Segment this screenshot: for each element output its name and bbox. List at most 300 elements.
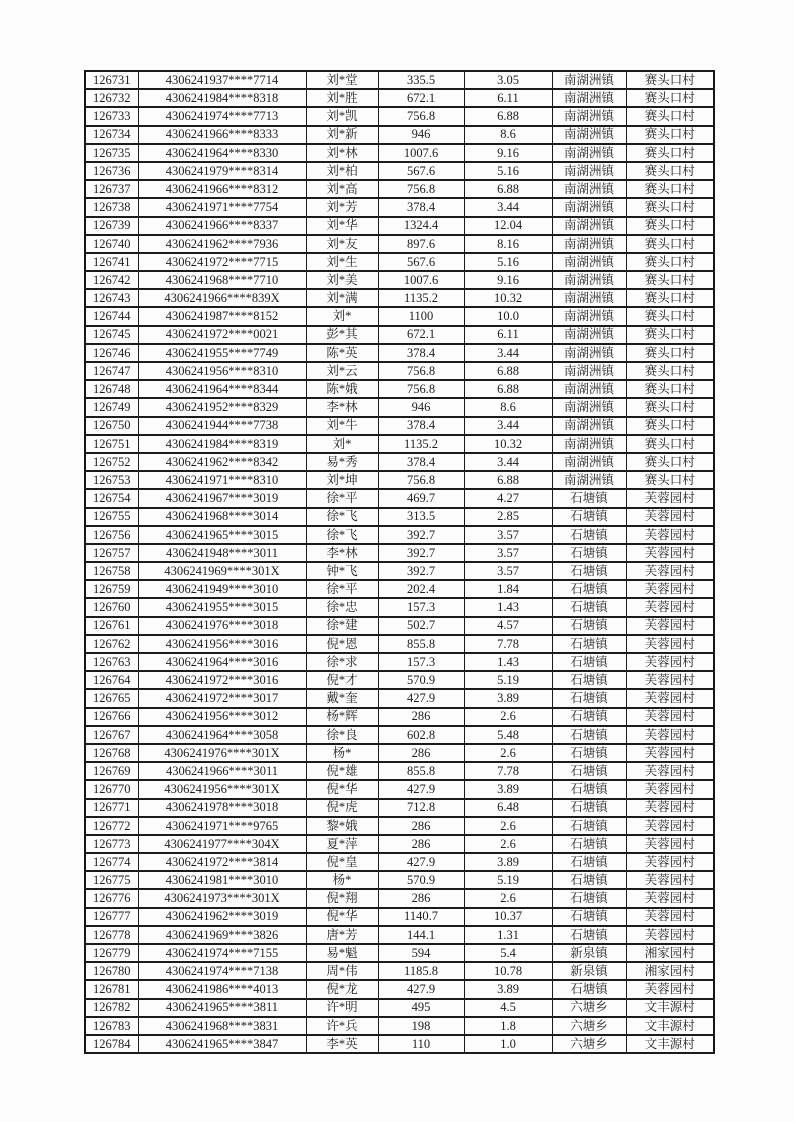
cell-amount: 946	[378, 126, 464, 144]
cell-amount: 427.9	[378, 853, 464, 871]
table-row	[85, 944, 714, 962]
cell-masked-name: 许*兵	[306, 1017, 378, 1035]
table-row	[85, 198, 714, 216]
cell-row-index: 126734	[85, 126, 138, 144]
cell-masked-name: 刘*满	[306, 289, 378, 307]
table-row	[85, 980, 714, 998]
cell-masked-id-number: 4306241964****3058	[138, 726, 306, 744]
cell-area: 1.84	[464, 580, 552, 598]
cell-village: 芙蓉园村	[626, 671, 714, 689]
cell-village: 芙蓉园村	[626, 726, 714, 744]
cell-amount: 1135.2	[378, 435, 464, 453]
table-row	[85, 889, 714, 907]
cell-masked-id-number: 4306241966****8337	[138, 217, 306, 235]
cell-masked-id-number: 4306241973****301X	[138, 889, 306, 907]
cell-row-index: 126774	[85, 853, 138, 871]
cell-town: 六塘乡	[552, 1035, 626, 1053]
cell-masked-id-number: 4306241952****8329	[138, 398, 306, 416]
cell-town: 南湖洲镇	[552, 126, 626, 144]
cell-area: 7.78	[464, 762, 552, 780]
table-row	[85, 417, 714, 435]
cell-area: 3.57	[464, 562, 552, 580]
cell-village: 芙蓉园村	[626, 817, 714, 835]
cell-area: 7.78	[464, 635, 552, 653]
cell-village: 芙蓉园村	[626, 617, 714, 635]
cell-masked-id-number: 4306241966****3011	[138, 762, 306, 780]
cell-town: 南湖洲镇	[552, 380, 626, 398]
table-row	[85, 253, 714, 271]
cell-town: 石塘镇	[552, 617, 626, 635]
cell-area: 10.32	[464, 289, 552, 307]
cell-row-index: 126758	[85, 562, 138, 580]
cell-masked-name: 徐*飞	[306, 526, 378, 544]
cell-town: 南湖洲镇	[552, 435, 626, 453]
cell-amount: 1007.6	[378, 144, 464, 162]
table-row	[85, 653, 714, 671]
cell-amount: 567.6	[378, 253, 464, 271]
cell-area: 2.6	[464, 744, 552, 762]
table-row	[85, 726, 714, 744]
cell-town: 石塘镇	[552, 653, 626, 671]
cell-masked-id-number: 4306241955****3015	[138, 598, 306, 616]
cell-area: 1.8	[464, 1017, 552, 1035]
cell-row-index: 126752	[85, 453, 138, 471]
cell-town: 南湖洲镇	[552, 326, 626, 344]
cell-masked-name: 许*明	[306, 999, 378, 1017]
cell-masked-name: 刘*	[306, 307, 378, 325]
cell-row-index: 126773	[85, 835, 138, 853]
cell-area: 2.6	[464, 817, 552, 835]
cell-area: 6.88	[464, 107, 552, 125]
cell-area: 6.88	[464, 380, 552, 398]
cell-masked-name: 倪*华	[306, 780, 378, 798]
cell-town: 南湖洲镇	[552, 198, 626, 216]
cell-amount: 392.7	[378, 544, 464, 562]
cell-row-index: 126764	[85, 671, 138, 689]
cell-masked-id-number: 4306241962****8342	[138, 453, 306, 471]
table-row	[85, 708, 714, 726]
cell-village: 芙蓉园村	[626, 580, 714, 598]
cell-town: 南湖洲镇	[552, 271, 626, 289]
cell-village: 芙蓉园村	[626, 780, 714, 798]
cell-village: 芙蓉园村	[626, 799, 714, 817]
table-row	[85, 835, 714, 853]
cell-amount: 712.8	[378, 799, 464, 817]
cell-area: 3.05	[464, 71, 552, 89]
table-row	[85, 107, 714, 125]
cell-masked-id-number: 4306241966****839X	[138, 289, 306, 307]
cell-row-index: 126777	[85, 908, 138, 926]
cell-row-index: 126739	[85, 217, 138, 235]
cell-area: 3.57	[464, 526, 552, 544]
cell-town: 石塘镇	[552, 835, 626, 853]
cell-area: 3.44	[464, 198, 552, 216]
cell-village: 芙蓉园村	[626, 926, 714, 944]
cell-masked-id-number: 4306241978****3018	[138, 799, 306, 817]
cell-town: 石塘镇	[552, 489, 626, 507]
cell-village: 赛头口村	[626, 162, 714, 180]
cell-village: 芙蓉园村	[626, 744, 714, 762]
cell-area: 3.89	[464, 853, 552, 871]
table-row	[85, 453, 714, 471]
cell-town: 南湖洲镇	[552, 235, 626, 253]
cell-row-index: 126746	[85, 344, 138, 362]
cell-amount: 392.7	[378, 526, 464, 544]
table-row	[85, 580, 714, 598]
cell-row-index: 126745	[85, 326, 138, 344]
cell-town: 南湖洲镇	[552, 307, 626, 325]
table-row	[85, 817, 714, 835]
cell-row-index: 126776	[85, 889, 138, 907]
table-row	[85, 344, 714, 362]
cell-masked-name: 周*伟	[306, 962, 378, 980]
cell-area: 6.88	[464, 362, 552, 380]
table-row	[85, 762, 714, 780]
cell-row-index: 126737	[85, 180, 138, 198]
cell-masked-name: 刘*凯	[306, 107, 378, 125]
cell-town: 南湖洲镇	[552, 344, 626, 362]
cell-town: 南湖洲镇	[552, 253, 626, 271]
cell-village: 文丰源村	[626, 999, 714, 1017]
cell-row-index: 126747	[85, 362, 138, 380]
cell-row-index: 126759	[85, 580, 138, 598]
cell-village: 芙蓉园村	[626, 508, 714, 526]
cell-masked-name: 刘*林	[306, 144, 378, 162]
cell-amount: 1185.8	[378, 962, 464, 980]
cell-masked-id-number: 4306241955****7749	[138, 344, 306, 362]
cell-village: 赛头口村	[626, 398, 714, 416]
cell-town: 南湖洲镇	[552, 180, 626, 198]
cell-amount: 378.4	[378, 198, 464, 216]
cell-town: 六塘乡	[552, 999, 626, 1017]
cell-village: 芙蓉园村	[626, 689, 714, 707]
cell-masked-name: 倪*皇	[306, 853, 378, 871]
cell-masked-name: 杨*	[306, 871, 378, 889]
table-row	[85, 289, 714, 307]
cell-area: 4.5	[464, 999, 552, 1017]
cell-amount: 378.4	[378, 344, 464, 362]
cell-village: 芙蓉园村	[626, 708, 714, 726]
table-row	[85, 162, 714, 180]
cell-amount: 198	[378, 1017, 464, 1035]
cell-village: 赛头口村	[626, 344, 714, 362]
cell-masked-id-number: 4306241972****0021	[138, 326, 306, 344]
table-row	[85, 362, 714, 380]
cell-area: 5.19	[464, 671, 552, 689]
cell-masked-name: 杨*	[306, 744, 378, 762]
cell-area: 6.88	[464, 471, 552, 489]
table-row	[85, 526, 714, 544]
cell-masked-id-number: 4306241965****3015	[138, 526, 306, 544]
cell-area: 10.37	[464, 908, 552, 926]
cell-masked-id-number: 4306241976****3018	[138, 617, 306, 635]
cell-area: 3.89	[464, 780, 552, 798]
cell-town: 南湖洲镇	[552, 89, 626, 107]
cell-town: 石塘镇	[552, 926, 626, 944]
cell-row-index: 126783	[85, 1017, 138, 1035]
cell-masked-name: 倪*龙	[306, 980, 378, 998]
cell-village: 芙蓉园村	[626, 562, 714, 580]
cell-row-index: 126736	[85, 162, 138, 180]
cell-masked-id-number: 4306241977****304X	[138, 835, 306, 853]
cell-row-index: 126778	[85, 926, 138, 944]
table-row	[85, 1017, 714, 1035]
cell-town: 石塘镇	[552, 671, 626, 689]
cell-row-index: 126763	[85, 653, 138, 671]
cell-masked-name: 刘*堂	[306, 71, 378, 89]
cell-row-index: 126748	[85, 380, 138, 398]
cell-masked-name: 李*林	[306, 398, 378, 416]
cell-row-index: 126738	[85, 198, 138, 216]
cell-area: 1.43	[464, 598, 552, 616]
cell-row-index: 126732	[85, 89, 138, 107]
cell-town: 石塘镇	[552, 871, 626, 889]
cell-amount: 392.7	[378, 562, 464, 580]
cell-town: 石塘镇	[552, 780, 626, 798]
cell-masked-name: 刘*柏	[306, 162, 378, 180]
cell-masked-name: 刘*华	[306, 217, 378, 235]
cell-amount: 427.9	[378, 980, 464, 998]
cell-village: 芙蓉园村	[626, 635, 714, 653]
cell-amount: 756.8	[378, 380, 464, 398]
cell-village: 赛头口村	[626, 253, 714, 271]
cell-village: 赛头口村	[626, 217, 714, 235]
cell-area: 5.16	[464, 162, 552, 180]
cell-village: 赛头口村	[626, 362, 714, 380]
cell-row-index: 126749	[85, 398, 138, 416]
cell-town: 石塘镇	[552, 853, 626, 871]
cell-amount: 1324.4	[378, 217, 464, 235]
cell-row-index: 126784	[85, 1035, 138, 1053]
cell-village: 赛头口村	[626, 180, 714, 198]
table-row	[85, 744, 714, 762]
cell-area: 1.43	[464, 653, 552, 671]
cell-town: 石塘镇	[552, 708, 626, 726]
cell-masked-id-number: 4306241972****7715	[138, 253, 306, 271]
cell-town: 六塘乡	[552, 1017, 626, 1035]
cell-masked-id-number: 4306241972****3016	[138, 671, 306, 689]
cell-village: 赛头口村	[626, 107, 714, 125]
cell-masked-id-number: 4306241974****7713	[138, 107, 306, 125]
cell-masked-name: 徐*良	[306, 726, 378, 744]
cell-row-index: 126769	[85, 762, 138, 780]
records-table	[84, 70, 715, 1054]
cell-masked-name: 刘*	[306, 435, 378, 453]
cell-masked-name: 刘*坤	[306, 471, 378, 489]
cell-row-index: 126755	[85, 508, 138, 526]
cell-masked-name: 刘*美	[306, 271, 378, 289]
table-row	[85, 508, 714, 526]
cell-amount: 286	[378, 817, 464, 835]
cell-village: 赛头口村	[626, 471, 714, 489]
cell-village: 赛头口村	[626, 235, 714, 253]
cell-amount: 855.8	[378, 635, 464, 653]
cell-row-index: 126766	[85, 708, 138, 726]
cell-masked-name: 倪*雄	[306, 762, 378, 780]
table-row	[85, 471, 714, 489]
cell-town: 石塘镇	[552, 562, 626, 580]
cell-area: 4.27	[464, 489, 552, 507]
table-row	[85, 1035, 714, 1053]
table-row	[85, 89, 714, 107]
cell-amount: 855.8	[378, 762, 464, 780]
cell-amount: 286	[378, 889, 464, 907]
cell-area: 8.16	[464, 235, 552, 253]
cell-masked-name: 李*英	[306, 1035, 378, 1053]
cell-village: 湘家园村	[626, 944, 714, 962]
cell-area: 10.0	[464, 307, 552, 325]
cell-village: 文丰源村	[626, 1017, 714, 1035]
cell-village: 芙蓉园村	[626, 871, 714, 889]
cell-amount: 1135.2	[378, 289, 464, 307]
table-row	[85, 217, 714, 235]
cell-village: 赛头口村	[626, 126, 714, 144]
cell-area: 3.44	[464, 417, 552, 435]
cell-town: 石塘镇	[552, 817, 626, 835]
cell-village: 赛头口村	[626, 417, 714, 435]
cell-masked-id-number: 4306241956****3012	[138, 708, 306, 726]
cell-amount: 897.6	[378, 235, 464, 253]
cell-masked-id-number: 4306241967****3019	[138, 489, 306, 507]
table-row	[85, 799, 714, 817]
cell-masked-name: 徐*求	[306, 653, 378, 671]
cell-masked-id-number: 4306241968****7710	[138, 271, 306, 289]
cell-town: 石塘镇	[552, 908, 626, 926]
cell-row-index: 126772	[85, 817, 138, 835]
cell-row-index: 126753	[85, 471, 138, 489]
table-row	[85, 671, 714, 689]
cell-town: 石塘镇	[552, 744, 626, 762]
cell-amount: 286	[378, 708, 464, 726]
cell-masked-name: 唐*芳	[306, 926, 378, 944]
cell-row-index: 126742	[85, 271, 138, 289]
cell-amount: 672.1	[378, 326, 464, 344]
cell-amount: 567.6	[378, 162, 464, 180]
cell-masked-id-number: 4306241971****8310	[138, 471, 306, 489]
cell-village: 芙蓉园村	[626, 489, 714, 507]
cell-amount: 427.9	[378, 780, 464, 798]
cell-masked-name: 黎*娥	[306, 817, 378, 835]
cell-amount: 378.4	[378, 453, 464, 471]
cell-amount: 756.8	[378, 471, 464, 489]
cell-row-index: 126740	[85, 235, 138, 253]
cell-town: 南湖洲镇	[552, 71, 626, 89]
table-row	[85, 380, 714, 398]
cell-village: 芙蓉园村	[626, 853, 714, 871]
cell-town: 南湖洲镇	[552, 362, 626, 380]
cell-town: 南湖洲镇	[552, 453, 626, 471]
cell-amount: 672.1	[378, 89, 464, 107]
cell-masked-name: 杨*辉	[306, 708, 378, 726]
cell-row-index: 126731	[85, 71, 138, 89]
cell-town: 石塘镇	[552, 508, 626, 526]
cell-village: 赛头口村	[626, 307, 714, 325]
table-row	[85, 562, 714, 580]
cell-masked-id-number: 4306241965****3811	[138, 999, 306, 1017]
cell-town: 新泉镇	[552, 944, 626, 962]
cell-row-index: 126744	[85, 307, 138, 325]
cell-masked-id-number: 4306241962****7936	[138, 235, 306, 253]
cell-amount: 594	[378, 944, 464, 962]
cell-masked-name: 徐*平	[306, 580, 378, 598]
table-row	[85, 71, 714, 89]
cell-masked-id-number: 4306241968****3014	[138, 508, 306, 526]
cell-town: 石塘镇	[552, 889, 626, 907]
cell-masked-id-number: 4306241987****8152	[138, 307, 306, 325]
cell-area: 1.0	[464, 1035, 552, 1053]
cell-row-index: 126770	[85, 780, 138, 798]
cell-row-index: 126741	[85, 253, 138, 271]
cell-masked-name: 陈*英	[306, 344, 378, 362]
table-row	[85, 689, 714, 707]
table-row	[85, 999, 714, 1017]
cell-area: 5.48	[464, 726, 552, 744]
cell-village: 芙蓉园村	[626, 526, 714, 544]
table-row	[85, 544, 714, 562]
cell-village: 芙蓉园村	[626, 908, 714, 926]
cell-area: 8.6	[464, 126, 552, 144]
cell-town: 石塘镇	[552, 598, 626, 616]
cell-amount: 286	[378, 744, 464, 762]
cell-town: 南湖洲镇	[552, 107, 626, 125]
cell-masked-name: 徐*忠	[306, 598, 378, 616]
cell-village: 芙蓉园村	[626, 835, 714, 853]
cell-row-index: 126779	[85, 944, 138, 962]
cell-town: 石塘镇	[552, 689, 626, 707]
cell-masked-id-number: 4306241974****7138	[138, 962, 306, 980]
cell-village: 芙蓉园村	[626, 762, 714, 780]
cell-row-index: 126782	[85, 999, 138, 1017]
cell-village: 芙蓉园村	[626, 598, 714, 616]
cell-masked-name: 刘*胜	[306, 89, 378, 107]
cell-area: 5.16	[464, 253, 552, 271]
cell-town: 南湖洲镇	[552, 398, 626, 416]
table-row	[85, 598, 714, 616]
cell-masked-id-number: 4306241944****7738	[138, 417, 306, 435]
cell-area: 2.85	[464, 508, 552, 526]
table-row	[85, 307, 714, 325]
cell-masked-name: 刘*高	[306, 180, 378, 198]
cell-town: 新泉镇	[552, 962, 626, 980]
cell-masked-id-number: 4306241956****8310	[138, 362, 306, 380]
cell-amount: 495	[378, 999, 464, 1017]
cell-town: 石塘镇	[552, 544, 626, 562]
cell-masked-name: 刘*友	[306, 235, 378, 253]
cell-town: 石塘镇	[552, 799, 626, 817]
cell-town: 南湖洲镇	[552, 417, 626, 435]
cell-village: 赛头口村	[626, 71, 714, 89]
cell-amount: 157.3	[378, 598, 464, 616]
cell-village: 赛头口村	[626, 380, 714, 398]
cell-amount: 110	[378, 1035, 464, 1053]
cell-masked-name: 倪*恩	[306, 635, 378, 653]
cell-area: 6.11	[464, 89, 552, 107]
cell-town: 南湖洲镇	[552, 162, 626, 180]
cell-masked-name: 倪*才	[306, 671, 378, 689]
cell-masked-id-number: 4306241964****3016	[138, 653, 306, 671]
cell-row-index: 126735	[85, 144, 138, 162]
cell-masked-id-number: 4306241976****301X	[138, 744, 306, 762]
cell-village: 赛头口村	[626, 271, 714, 289]
cell-area: 3.57	[464, 544, 552, 562]
cell-area: 6.48	[464, 799, 552, 817]
cell-masked-name: 戴*奎	[306, 689, 378, 707]
cell-row-index: 126767	[85, 726, 138, 744]
cell-area: 1.31	[464, 926, 552, 944]
cell-amount: 427.9	[378, 689, 464, 707]
table-row	[85, 144, 714, 162]
cell-area: 10.78	[464, 962, 552, 980]
